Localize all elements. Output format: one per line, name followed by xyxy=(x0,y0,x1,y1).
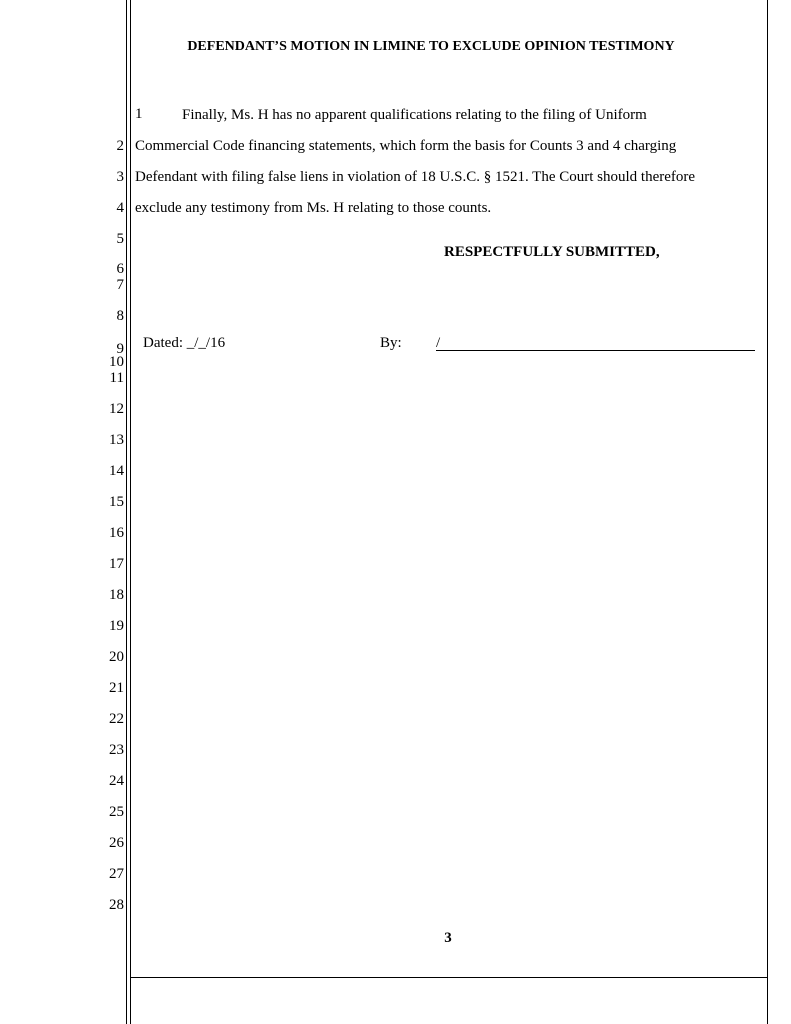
inline-line-number: 1 xyxy=(135,106,143,122)
body-text-line: Defendant with filing false liens in violation of 18 U.S.C. § 1521. The Court should therefore xyxy=(135,169,696,185)
line-number: 5 xyxy=(116,231,124,247)
body-text-line: Commercial Code financing statements, which form the basis for Counts 3 and 4 charging xyxy=(135,138,677,154)
line-number: 21 xyxy=(109,680,124,696)
line-number: 24 xyxy=(109,773,124,789)
left-margin-rule-inner xyxy=(130,0,131,1024)
line-number: 11 xyxy=(109,370,124,386)
body-text-line: Finally, Ms. H has no apparent qualifications relating to the filing of Uniform xyxy=(182,107,647,123)
line-number: 22 xyxy=(109,711,124,727)
respectfully-submitted: RESPECTFULLY SUBMITTED, xyxy=(444,244,660,260)
line-number: 25 xyxy=(109,804,124,820)
line-number: 13 xyxy=(109,432,124,448)
line-number: 23 xyxy=(109,742,124,758)
by-label: By: xyxy=(380,335,402,351)
footer-rule xyxy=(130,977,768,978)
line-number: 2 xyxy=(116,138,124,154)
line-number: 16 xyxy=(109,525,124,541)
right-margin-rule xyxy=(767,0,768,1024)
line-number: 6 xyxy=(116,261,124,277)
line-number: 20 xyxy=(109,649,124,665)
line-number: 12 xyxy=(109,401,124,417)
line-number: 7 xyxy=(116,277,124,293)
line-number: 17 xyxy=(109,556,124,572)
line-number: 26 xyxy=(109,835,124,851)
line-number: 18 xyxy=(109,587,124,603)
line-number: 8 xyxy=(116,308,124,324)
line-number: 27 xyxy=(109,866,124,882)
line-number: 9 xyxy=(116,341,124,357)
signature-line: / xyxy=(436,335,755,351)
line-number: 15 xyxy=(109,494,124,510)
line-number: 10 xyxy=(109,354,124,370)
dated-line: Dated: _/_/16 xyxy=(143,335,226,351)
line-number: 14 xyxy=(109,463,124,479)
line-number: 3 xyxy=(116,169,124,185)
left-margin-rule xyxy=(126,0,127,1024)
line-number: 4 xyxy=(116,200,124,216)
line-number: 19 xyxy=(109,618,124,634)
body-text-line: exclude any testimony from Ms. H relating to those counts. xyxy=(135,200,492,216)
page-number: 3 xyxy=(444,930,452,946)
document-title: DEFENDANT’S MOTION IN LIMINE TO EXCLUDE OPINION TESTIMONY xyxy=(187,39,675,54)
line-number: 28 xyxy=(109,897,124,913)
